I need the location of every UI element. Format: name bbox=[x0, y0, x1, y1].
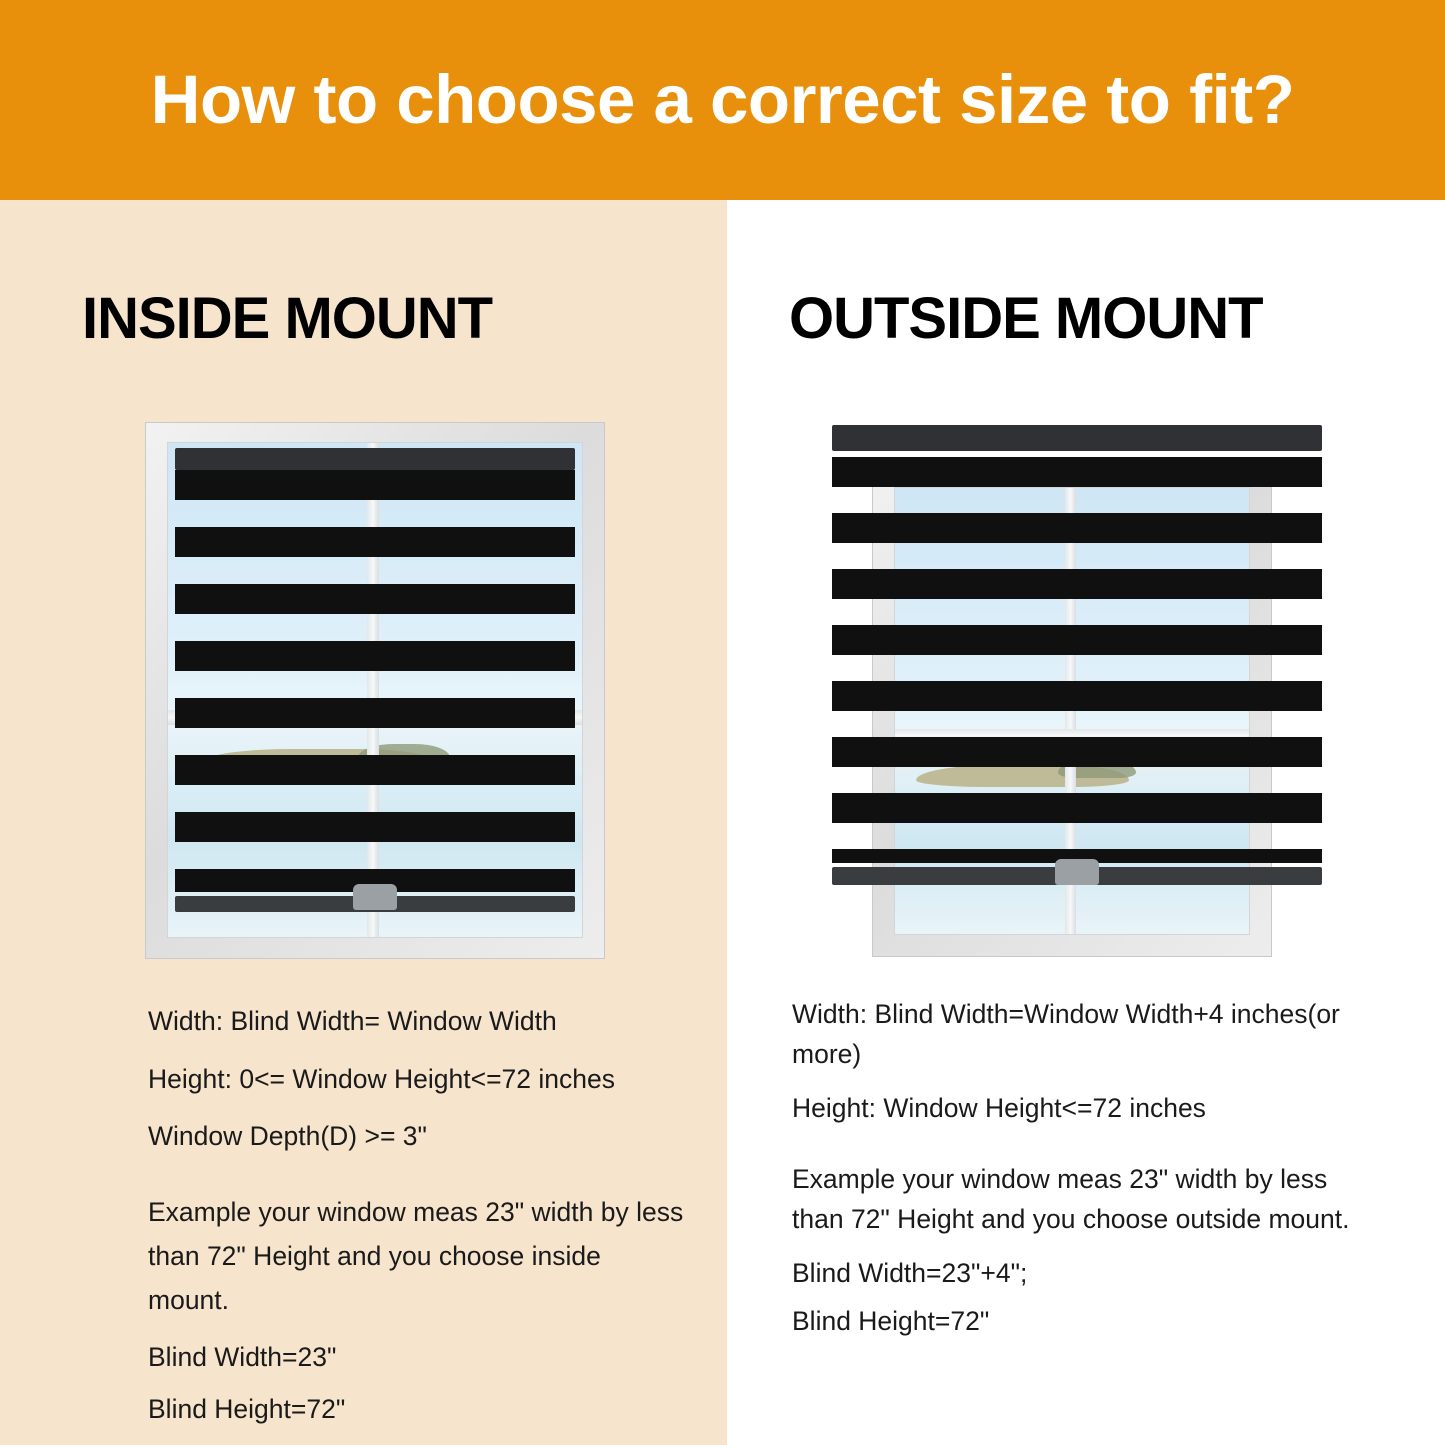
blind-stripe bbox=[175, 584, 575, 614]
spacer bbox=[148, 1173, 688, 1191]
panels-container bbox=[0, 200, 1445, 1445]
specs-inside-mount bbox=[148, 1000, 688, 1432]
blind-headrail bbox=[832, 425, 1322, 451]
blind-stripe bbox=[832, 737, 1322, 767]
blind-stripe bbox=[832, 793, 1322, 823]
panel-outside-mount bbox=[727, 200, 1445, 1445]
blind-stripe bbox=[175, 812, 575, 842]
blind-stripe bbox=[175, 698, 575, 728]
example-blind-width: Blind Width=23"+4"; bbox=[792, 1257, 1028, 1288]
spec-width: Width: Blind Width=Window Width+4 inches(or more) bbox=[792, 999, 1340, 1069]
example-blind-height: Blind Height=72" bbox=[148, 1394, 346, 1425]
blind-pull-handle[interactable] bbox=[1055, 859, 1099, 885]
blind-pull-handle[interactable] bbox=[353, 884, 397, 910]
blind-fabric bbox=[832, 451, 1322, 863]
panel-title-outside-mount: OUTSIDE MOUNT bbox=[789, 286, 1263, 351]
blind-stripe bbox=[175, 755, 575, 785]
example-blind-height: Blind Height=72" bbox=[792, 1305, 990, 1336]
spec-height: Height: Window Height<=72 inches bbox=[792, 1092, 1206, 1123]
blind-headrail bbox=[175, 448, 575, 470]
example-text: Example your window meas 23" width by less than 72" Height and you choose outside mount. bbox=[792, 1164, 1350, 1234]
spec-height: Height: 0<= Window Height<=72 inches bbox=[148, 1063, 615, 1094]
blind-stripe bbox=[832, 625, 1322, 655]
window-illustration-outside-mount bbox=[832, 425, 1322, 960]
blind-stripe bbox=[832, 569, 1322, 599]
blind-stripe bbox=[832, 457, 1322, 487]
zebra-blind-inside bbox=[175, 448, 575, 912]
blind-stripe bbox=[175, 641, 575, 671]
panel-title-inside-mount: INSIDE MOUNT bbox=[82, 286, 493, 351]
window-illustration-inside-mount bbox=[145, 422, 605, 959]
spec-depth: Window Depth(D) >= 3" bbox=[148, 1121, 427, 1152]
header-banner bbox=[0, 0, 1445, 200]
blind-stripe bbox=[832, 681, 1322, 711]
spacer bbox=[792, 1142, 1352, 1160]
spec-width: Width: Blind Width= Window Width bbox=[148, 1006, 557, 1036]
blind-stripe bbox=[175, 470, 575, 500]
blind-stripe bbox=[175, 527, 575, 557]
zebra-blind-outside bbox=[832, 425, 1322, 885]
panel-inside-mount bbox=[0, 200, 727, 1445]
example-blind-width: Blind Width=23" bbox=[148, 1342, 337, 1373]
example-text: Example your window meas 23" width by less than 72" Height and you choose inside mount. bbox=[148, 1197, 684, 1315]
specs-outside-mount bbox=[792, 995, 1352, 1341]
blind-fabric bbox=[175, 470, 575, 892]
page-title: How to choose a correct size to fit? bbox=[150, 61, 1295, 139]
blind-stripe bbox=[832, 513, 1322, 543]
